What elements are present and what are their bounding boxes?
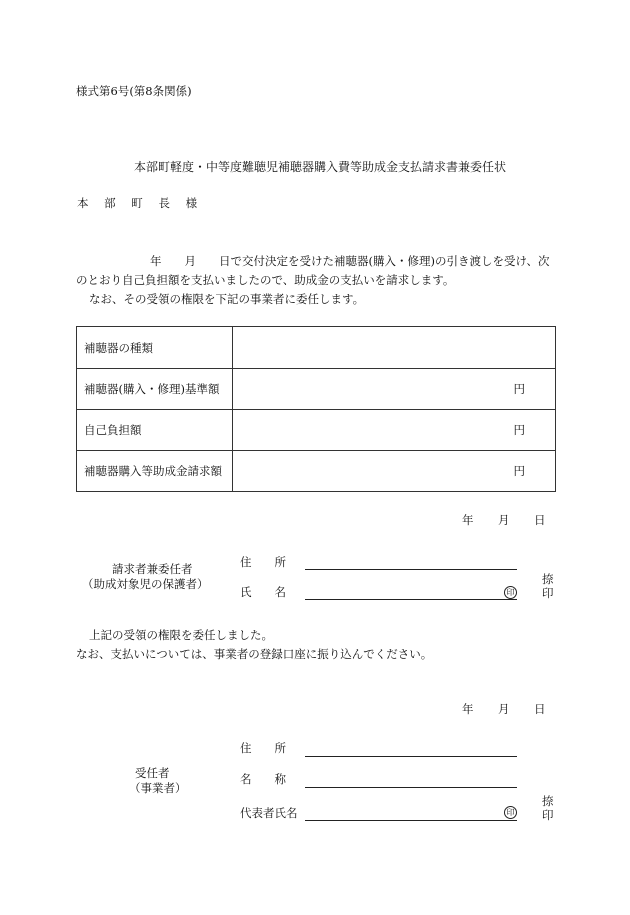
- stamp-note-top: 捺: [542, 794, 554, 808]
- date-year-label: 年: [462, 702, 474, 716]
- date-day-label: 日: [534, 702, 546, 716]
- requester-address-label: 住 所: [240, 555, 286, 569]
- delegation-line-1: 上記の受領の権限を委任しました。: [89, 628, 273, 642]
- intro-line-2: のとおり自己負担額を支払いましたので、助成金の支払いを請求します。: [76, 273, 455, 287]
- table-row: [77, 450, 555, 491]
- date-month-label: 月: [498, 702, 510, 716]
- table-row: [77, 409, 555, 450]
- requester-address-line[interactable]: [305, 569, 517, 570]
- seal-icon: 印: [504, 586, 517, 599]
- unit-label: 円: [513, 382, 525, 396]
- seal-icon: 印: [504, 806, 517, 819]
- table-row-label: 補聴器購入等助成金請求額: [77, 451, 233, 491]
- delegation-line-2: なお、支払いについては、事業者の登録口座に振り込んでください。: [76, 647, 433, 661]
- amount-table: [76, 326, 556, 492]
- date-day-label: 日: [534, 513, 546, 527]
- self-pay-amount-field[interactable]: [233, 410, 555, 450]
- agent-representative-line[interactable]: [305, 820, 517, 821]
- agent-name-label: 名 称: [240, 772, 286, 786]
- requester-subtitle: （助成対象児の保護者）: [82, 577, 209, 591]
- stamp-note-bottom: 印: [542, 586, 554, 600]
- addressee: 本 部 町 長 様: [77, 196, 204, 210]
- intro-line-3: なお、その受領の権限を下記の事業者に委任します。: [89, 292, 365, 306]
- page-title: 本部町軽度・中等度難聴児補聴器購入費等助成金支払請求書兼委任状: [134, 160, 507, 174]
- agent-name-line[interactable]: [305, 787, 517, 788]
- table-row-label: 補聴器(購入・修理)基準額: [77, 369, 233, 409]
- agent-representative-label: 代表者氏名: [240, 806, 298, 820]
- claim-amount-field[interactable]: [233, 451, 555, 491]
- agent-subtitle: （事業者）: [129, 781, 187, 795]
- date-month-label: 月: [498, 513, 510, 527]
- requester-name-label: 氏 名: [240, 585, 286, 599]
- table-row-label: 補聴器の種類: [77, 327, 233, 368]
- hearing-aid-type-field[interactable]: [233, 327, 555, 368]
- unit-label: 円: [513, 464, 525, 478]
- form-number: 様式第6号(第8条関係): [76, 84, 192, 98]
- stamp-note-top: 捺: [542, 572, 554, 586]
- table-row-label: 自己負担額: [77, 410, 233, 450]
- table-row: [77, 327, 555, 368]
- agent-address-label: 住 所: [240, 741, 286, 755]
- date-year-label: 年: [462, 513, 474, 527]
- table-row: [77, 368, 555, 409]
- standard-amount-field[interactable]: [233, 369, 555, 409]
- agent-title: 受任者: [135, 766, 170, 780]
- unit-label: 円: [513, 423, 525, 437]
- requester-title: 請求者兼委任者: [112, 562, 193, 576]
- requester-name-line[interactable]: [305, 599, 517, 600]
- intro-line-1: 年 月 日で交付決定を受けた補聴器(購入・修理)の引き渡しを受け、次: [150, 254, 550, 268]
- agent-address-line[interactable]: [305, 756, 517, 757]
- stamp-note-bottom: 印: [542, 808, 554, 822]
